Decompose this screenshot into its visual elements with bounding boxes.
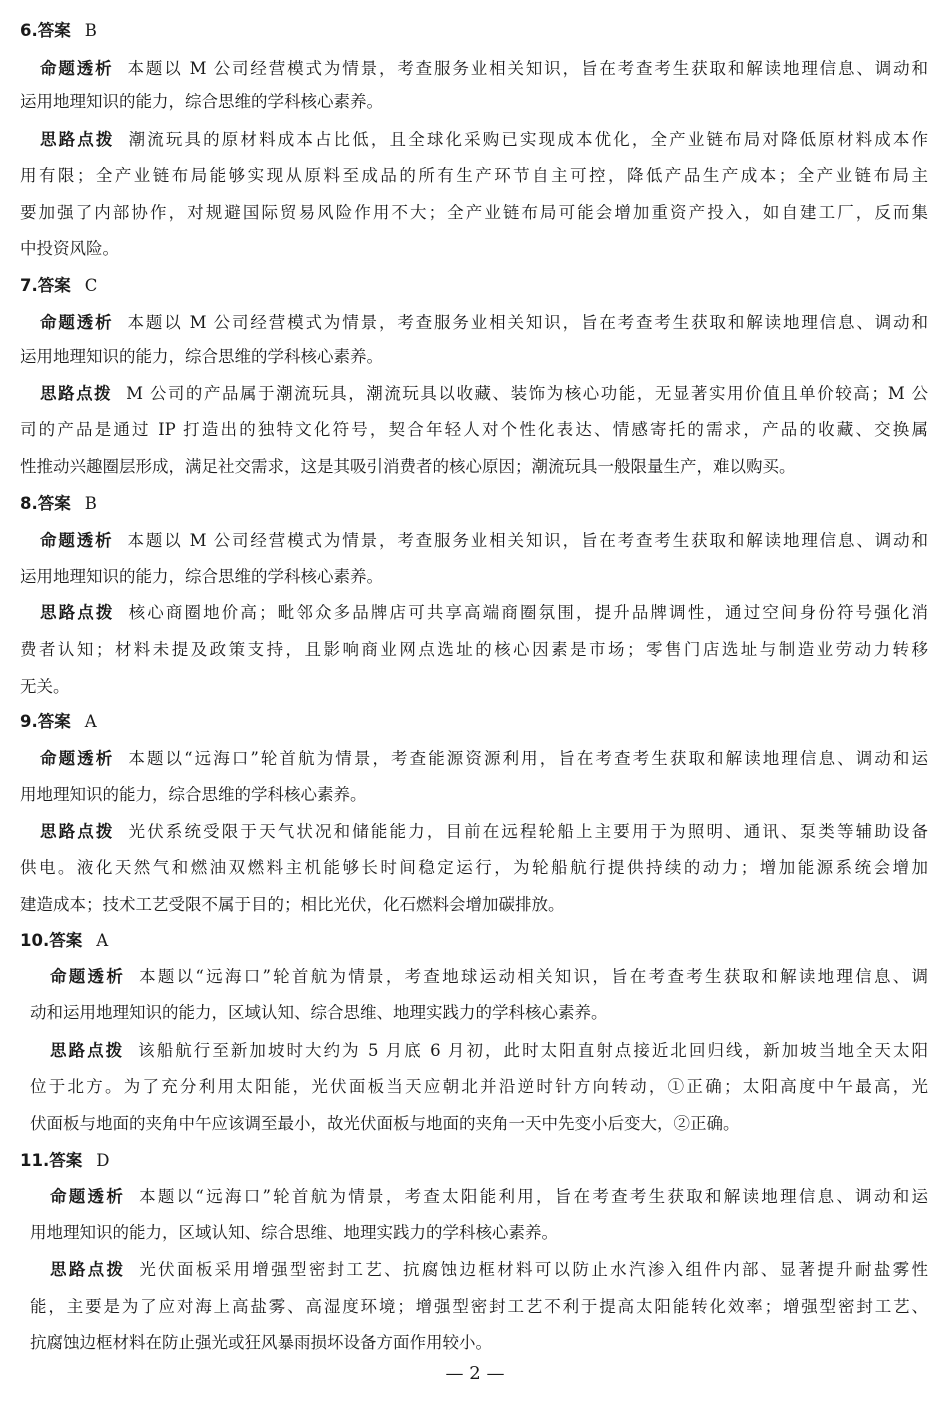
answer-heading	[20, 493, 950, 515]
question-number: 8.	[20, 494, 38, 513]
question-number: 11.	[20, 1151, 50, 1170]
tip-line-text: 核心商圈地价高；毗邻众多品牌店可共享高端商圈氛围，提升品牌调性，通过空间身份符号强化消	[128, 603, 929, 622]
analysis-label: 命题透析	[50, 967, 126, 986]
tip-line	[20, 894, 928, 916]
answer-label: 答案	[37, 712, 71, 731]
analysis-line	[40, 58, 928, 80]
analysis-label: 命题透析	[50, 1187, 126, 1206]
analysis-label: 命题透析	[40, 313, 114, 332]
analysis-line-text: 运用地理知识的能力，综合思维的学科核心素养。	[20, 92, 383, 111]
answer-label: 答案	[37, 494, 71, 513]
tip-line-text: 司的产品是通过 IP 打造出的独特文化符号，契合年轻人对个性化表达、情感寄托的需求，产品的收藏、交换属	[20, 420, 928, 439]
tip-line-text: 光伏系统受限于天气状况和储能能力，目前在远程轮船上主要用于为照明、通讯、泵类等辅助设备	[128, 822, 929, 841]
answer-choice: B	[84, 21, 97, 40]
tip-line-text: 供电。液化天然气和燃油双燃料主机能够长时间稳定运行，为轮船航行提供持续的动力；增加能源系统会增加	[20, 858, 928, 877]
tip-line-text: M 公司的产品属于潮流玩具，潮流玩具以收藏、装饰为核心功能，无显著实用价值且单价较高；M 公	[126, 384, 929, 403]
analysis-label: 命题透析	[40, 59, 114, 78]
answer-label: 答案	[37, 276, 71, 295]
tip-line	[20, 202, 928, 224]
tip-line	[40, 602, 928, 624]
analysis-line	[40, 748, 928, 770]
tip-line-text: 中投资风险。	[20, 239, 119, 258]
analysis-line	[40, 312, 928, 334]
tip-line	[30, 1296, 928, 1318]
analysis-line	[20, 566, 928, 588]
tip-line-text: 性推动兴趣圈层形成，满足社交需求，这是其吸引消费者的核心原因；潮流玩具一般限量生产，难以购买。	[20, 457, 796, 476]
tip-line-text: 抗腐蚀边框材料在防止强光或狂风暴雨损坏设备方面作用较小。	[30, 1333, 492, 1352]
analysis-line-text: 运用地理知识的能力，综合思维的学科核心素养。	[20, 567, 383, 586]
analysis-line-text: 动和运用地理知识的能力，区域认知、综合思维、地理实践力的学科核心素养。	[30, 1003, 608, 1022]
tip-line	[30, 1113, 928, 1135]
tip-line	[20, 456, 928, 478]
question-number: 10.	[20, 931, 50, 950]
page-number: — 2 —	[445, 1363, 505, 1384]
tip-line-text: 该船航行至新加坡时大约为 5 月底 6 月初，此时太阳直射点接近北回归线，新加坡当地全天太阳	[138, 1041, 928, 1060]
answer-heading	[20, 275, 950, 297]
question-number: 6.	[20, 21, 38, 40]
answer-choice: D	[96, 1151, 110, 1170]
tip-line-text: 无关。	[20, 677, 70, 696]
analysis-line	[30, 1222, 928, 1244]
answer-label: 答案	[49, 931, 83, 950]
tip-line	[30, 1076, 928, 1098]
answer-heading	[20, 930, 950, 952]
answer-heading	[20, 1150, 950, 1172]
analysis-line-text: 本题以“远海口”轮首航为情景，考查能源资源利用，旨在考查考生获取和解读地理信息、调动和运	[128, 749, 929, 768]
tip-line-text: 要加强了内部协作，对规避国际贸易风险作用不大；全产业链布局可能会增加重资产投入，如自建工厂，反而集	[20, 203, 928, 222]
tip-line	[20, 238, 928, 260]
tip-label: 思路点拨	[40, 822, 115, 841]
analysis-line-text: 本题以 M 公司经营模式为情景，考查服务业相关知识，旨在考查考生获取和解读地理信息、调动和	[127, 531, 929, 550]
analysis-label: 命题透析	[40, 531, 114, 550]
answer-choice: B	[84, 494, 97, 513]
tip-line-text: 伏面板与地面的夹角中午应该调至最小，故光伏面板与地面的夹角一天中先变小后变大，②正确。	[30, 1114, 740, 1133]
analysis-line-text: 本题以“远海口”轮首航为情景，考查太阳能利用，旨在考查考生获取和解读地理信息、调动和运	[139, 1187, 929, 1206]
tip-line-text: 能，主要是为了应对海上高盐雾、高湿度环境；增强型密封工艺不利于提高太阳能转化效率；增强型密封工艺、	[30, 1297, 928, 1316]
answer-label: 答案	[49, 1151, 83, 1170]
tip-line	[20, 165, 928, 187]
tip-line	[50, 1040, 928, 1062]
tip-line	[20, 857, 928, 879]
analysis-line	[20, 784, 928, 806]
tip-line-text: 建造成本；技术工艺受限不属于目的；相比光伏，化石燃料会增加碳排放。	[20, 895, 565, 914]
tip-line	[40, 129, 928, 151]
question-number: 7.	[20, 276, 38, 295]
tip-label: 思路点拨	[40, 130, 115, 149]
analysis-line	[20, 346, 928, 368]
answer-choice: A	[84, 712, 97, 731]
analysis-line-text: 用地理知识的能力，区域认知、综合思维、地理实践力的学科核心素养。	[30, 1223, 558, 1242]
analysis-label: 命题透析	[40, 749, 115, 768]
answer-label: 答案	[37, 21, 71, 40]
analysis-line-text: 本题以 M 公司经营模式为情景，考查服务业相关知识，旨在考查考生获取和解读地理信息、调动和	[127, 59, 929, 78]
tip-line	[40, 383, 928, 405]
analysis-line-text: 本题以“远海口”轮首航为情景，考查地球运动相关知识，旨在考查考生获取和解读地理信息、调	[139, 967, 929, 986]
tip-line	[20, 639, 928, 661]
analysis-line	[30, 1002, 928, 1024]
analysis-line	[20, 91, 928, 113]
tip-line	[20, 419, 928, 441]
analysis-line	[40, 530, 928, 552]
tip-line-text: 用有限；全产业链布局能够实现从原料至成品的所有生产环节自主可控，降低产品生产成本；全产业链布局主	[20, 166, 928, 185]
question-number: 9.	[20, 712, 38, 731]
answer-choice: A	[96, 931, 109, 950]
tip-line-text: 位于北方。为了充分利用太阳能，光伏面板当天应朝北并沿逆时针方向转动，①正确；太阳高度中午最高，光	[30, 1077, 928, 1096]
tip-label: 思路点拨	[40, 384, 113, 403]
analysis-line	[50, 966, 928, 988]
answer-choice: C	[84, 276, 98, 295]
analysis-line	[50, 1186, 928, 1208]
answer-heading	[20, 20, 950, 42]
analysis-line-text: 本题以 M 公司经营模式为情景，考查服务业相关知识，旨在考查考生获取和解读地理信息、调动和	[127, 313, 929, 332]
analysis-line-text: 运用地理知识的能力，综合思维的学科核心素养。	[20, 347, 383, 366]
tip-label: 思路点拨	[50, 1041, 125, 1060]
tip-line	[20, 676, 928, 698]
analysis-line-text: 用地理知识的能力，综合思维的学科核心素养。	[20, 785, 367, 804]
tip-line	[30, 1332, 928, 1354]
tip-line-text: 潮流玩具的原材料成本占比低，且全球化采购已实现成本优化，全产业链布局对降低原材料成本作	[128, 130, 929, 149]
tip-line-text: 光伏面板采用增强型密封工艺、抗腐蚀边框材料可以防止水汽渗入组件内部、显著提升耐盐雾性	[139, 1260, 929, 1279]
tip-label: 思路点拨	[40, 603, 115, 622]
tip-label: 思路点拨	[50, 1260, 126, 1279]
answer-heading	[20, 711, 950, 733]
tip-line	[50, 1259, 928, 1281]
tip-line-text: 费者认知；材料未提及政策支持，且影响商业网点选址的核心因素是市场；零售门店选址与制造业劳动力转移	[20, 640, 928, 659]
tip-line	[40, 821, 928, 843]
